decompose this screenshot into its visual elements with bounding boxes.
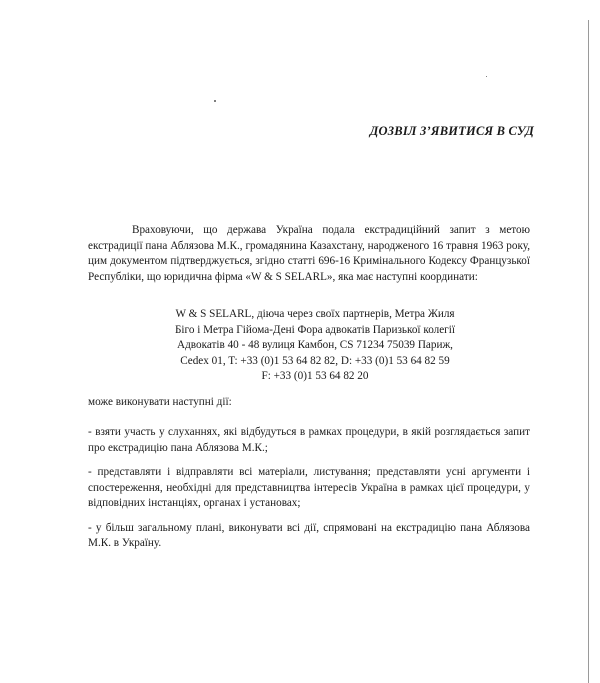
actions-list [88, 425, 530, 552]
intro-paragraph [88, 223, 530, 285]
scan-speck [486, 76, 487, 77]
scan-speck [214, 100, 216, 102]
address-line: F: +33 (0)1 53 64 82 20 [261, 370, 369, 382]
address-block [130, 307, 500, 385]
action-item: - у більш загальному плані, виконувати всі дії, спрямовані на екстрадицію пана Аблязова М.К. в Україну. [88, 521, 530, 549]
address-line: W & S SELARL, діюча через своїх партнерів, Метра Жиля [175, 308, 455, 320]
actions-label: може виконувати наступні дії: [88, 396, 232, 408]
action-item: - взяти участь у слуханнях, які відбудуться в рамках процедури, в якій розглядається запит про екстрадицію пана Аблязова М.К.; [88, 426, 530, 454]
address-line: Адвокатів 40 - 48 вулиця Камбон, CS 71234 75039 Париж, [177, 339, 453, 351]
address-line: Cedex 01, T: +33 (0)1 53 64 82 82, D: +33 (0)1 53 64 82 59 [180, 354, 450, 367]
scan-edge-line [588, 20, 589, 683]
document-title: ДОЗВІЛ З’ЯВИТИСЯ В СУД [369, 124, 534, 138]
intro-text: Враховуючи, що держава Україна подала екстрадиційний запит з метою екстрадиції пана Аблязова М.К., громадянина Казахстану, народженого 16 травня 1963 року, цим документом підтверджується, згідно статті 696-16 Кримінального Кодексу Французької Республіки, що юридична фірма «W & S SELARL», яка має наступні координати: [88, 224, 530, 283]
action-item: - представляти і відправляти всі матеріали, листування; представляти усні аргументи і спостереження, необхідні для представництва інтересів Україна в рамках цієї процедури, у відповідних інстанціях, органах і установах; [88, 466, 530, 509]
address-line: Біго і Метра Гійома-Дені Фора адвокатів Паризької колегії [175, 323, 455, 336]
